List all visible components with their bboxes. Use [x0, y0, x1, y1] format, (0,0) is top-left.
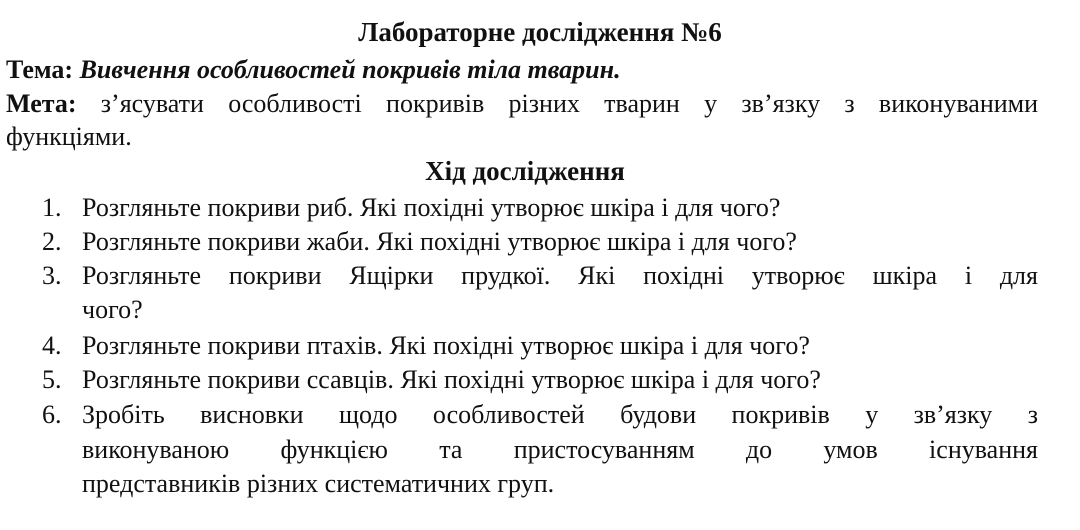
goal-line: [6, 88, 1038, 120]
step-text: Розгляньте покриви птахів. Які похідні утворює шкіра і для чого?: [82, 331, 810, 360]
step-number: 6.: [42, 400, 62, 429]
step-number: 3.: [42, 261, 62, 290]
step-text-continued: виконуваною функцією та пристосуванням до умов існування: [82, 435, 1038, 464]
document-title: Лабораторне дослідження №6: [358, 17, 722, 47]
topic-label: Тема:: [6, 55, 74, 84]
step-number: 2.: [42, 227, 62, 256]
topic-line: [6, 54, 621, 86]
step-text: Зробіть висновки щодо особливостей будови покривів у зв’язку з: [82, 400, 1038, 429]
step-text-continued: представників різних систематичних груп.: [82, 469, 555, 498]
goal-text-line2: функціями.: [6, 122, 132, 151]
goal-label: Мета:: [6, 89, 77, 118]
procedure-heading: Хід дослідження: [425, 156, 625, 186]
step-number: 4.: [42, 331, 62, 360]
step-text-continued: чого?: [82, 295, 143, 324]
goal-text-line1: з’ясувати особливості покривів різних тварин у зв’язку з виконуваними: [100, 89, 1039, 118]
step-text: Розгляньте покриви ссавців. Які похідні утворює шкіра і для чого?: [82, 365, 821, 394]
step-text: Розгляньте покриви риб. Які похідні утворює шкіра і для чого?: [82, 193, 781, 222]
topic-value: Вивчення особливостей покривів тіла тварин.: [79, 55, 621, 84]
step-text: Розгляньте покриви жаби. Які похідні утворює шкіра і для чого?: [82, 227, 797, 256]
step-number: 5.: [42, 365, 62, 394]
step-text: Розгляньте покриви Ящірки прудкої. Які похідні утворює шкіра і для: [82, 261, 1038, 290]
step-number: 1.: [42, 193, 62, 222]
